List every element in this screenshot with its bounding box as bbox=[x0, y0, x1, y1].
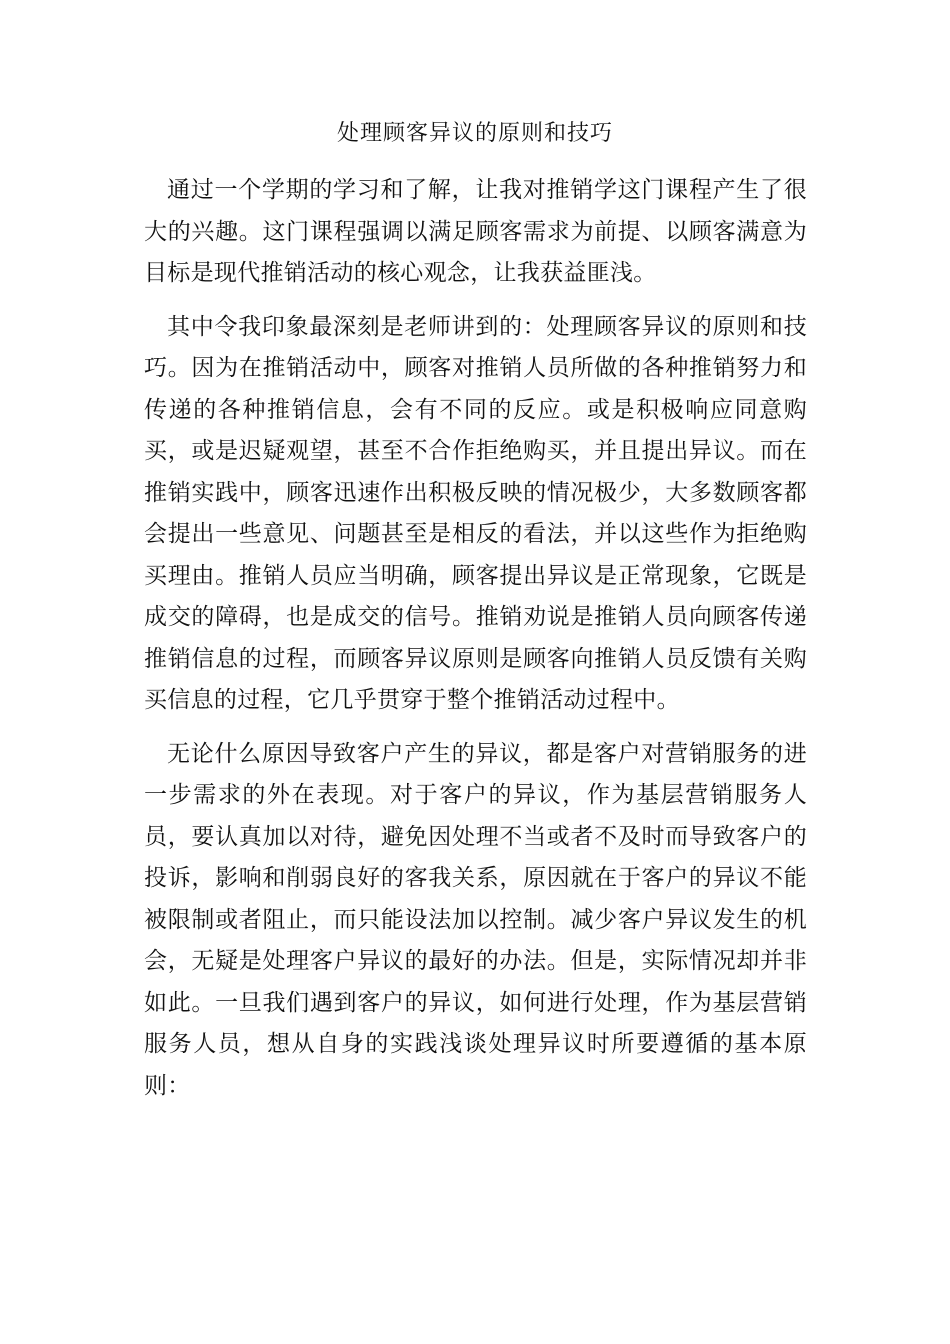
paragraph-2: 其中令我印象最深刻是老师讲到的：处理顾客异议的原则和技巧。因为在推销活动中，顾客对推销人员所做的各种推销努力和传递的各种推销信息，会有不同的反应。或是积极响应同意购买，或是迟疑观望，甚至不合作拒绝购买，并且提出异议。而在推销实践中，顾客迅速作出积极反映的情况极少，大多数顾客都会提出一些意见、问题甚至是相反的看法，并以这些作为拒绝购买理由。推销人员应当明确，顾客提出异议是正常现象，它既是成交的障碍，也是成交的信号。推销劝说是推销人员向顾客传递推销信息的过程，而顾客异议原则是顾客向推销人员反馈有关购买信息的过程，它几乎贯穿于整个推销活动过程中。 bbox=[144, 313, 807, 713]
document-body bbox=[144, 170, 807, 1119]
document-title: 处理顾客异议的原则和技巧 bbox=[336, 121, 613, 146]
paragraph-1: 通过一个学期的学习和了解，让我对推销学这门课程产生了很大的兴趣。这门课程强调以满足顾客需求为前提、以顾客满意为目标是现代推销活动的核心观念，让我获益匪浅。 bbox=[144, 177, 807, 286]
paragraph-3: 无论什么原因导致客户产生的异议，都是客户对营销服务的进一步需求的外在表现。对于客户的异议，作为基层营销服务人员，要认真加以对待，避免因处理不当或者不及时而导致客户的投诉，影响和削弱良好的客我关系，原因就在于客户的异议不能被限制或者阻止，而只能设法加以控制。减少客户异议发生的机会，无疑是处理客户异议的最好的办法。但是，实际情况却并非如此。一旦我们遇到客户的异议，如何进行处理，作为基层营销服务人员，想从自身的实践浅谈处理异议时所要遵循的基本原则： bbox=[144, 740, 807, 1099]
